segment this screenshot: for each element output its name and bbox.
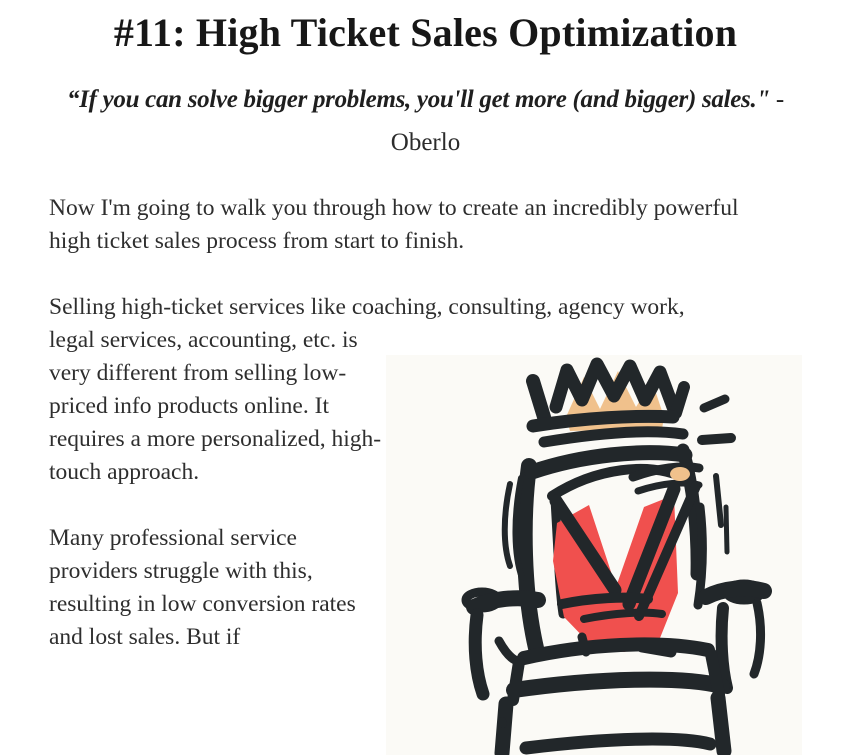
throne-crown-drawing [386, 355, 802, 755]
throne-illustration [386, 355, 802, 755]
paragraph-selling-wrap: legal services, accounting, etc. is very different from selling low-priced info products online. It requires a more personalized, high-touch approach. [49, 327, 382, 485]
quote-line [49, 78, 802, 121]
paragraph-intro: Now I'm going to walk you through how to create an incredibly powerful high ticket sales process from start to finish. [49, 195, 739, 254]
quote-text: “If you can solve bigger problems, you'll get more (and bigger) sales." [67, 86, 770, 113]
paragraph-struggle: Many professional service providers struggle with this, resulting in low conversion rates and lost sales. But if [49, 525, 356, 650]
quote-block [49, 78, 802, 164]
quote-separator: - [769, 86, 784, 113]
paragraph-selling-lead: Selling high-ticket services like coaching, consulting, agency work, [49, 294, 685, 320]
article-page [0, 8, 851, 700]
quote-attribution: Oberlo [390, 129, 461, 156]
page-title: #11: High Ticket Sales Optimization [113, 10, 738, 55]
